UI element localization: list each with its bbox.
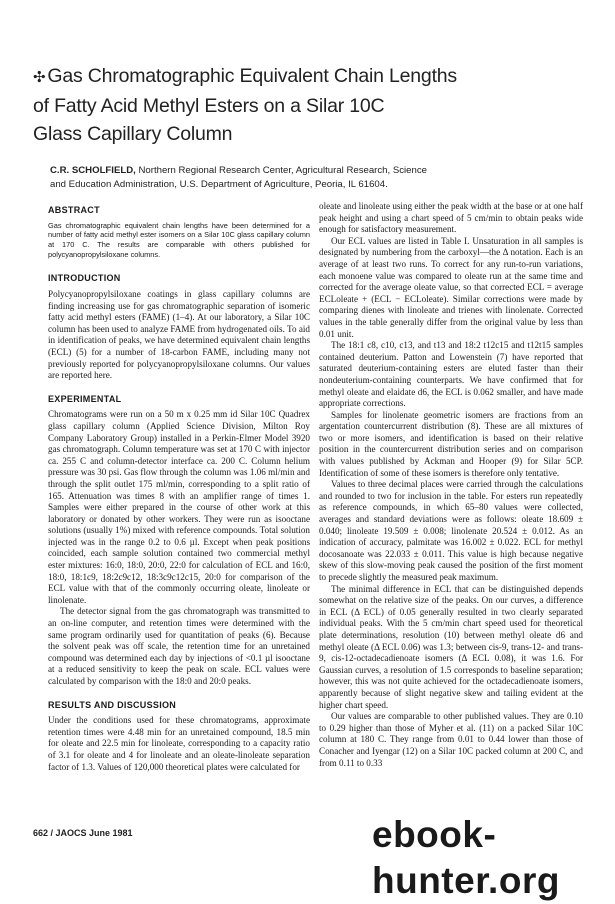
- results-paragraph-1: Under the conditions used for these chromatograms, approximate retention times were 4.48 min for an unretained compound, 18.5 min for oleate and 22.5 min for linoleate, corresponding to a capacity ratio of 3.1 for oleate and 4 for linoleate and an oleate-linoleate separation factor of 1.3. Values of 120,000 theoretical plates were calculated for: [48, 715, 310, 772]
- experimental-heading: EXPERIMENTAL: [48, 393, 122, 404]
- author-affiliation-2: and Education Administration, U.S. Department of Agriculture, Peoria, IL 61604.: [50, 179, 388, 190]
- experimental-paragraph-2: The detector signal from the gas chromatograph was transmitted to an on-line computer, and retention times were determined with the same program ordinarily used for quantitation of peaks (6). Because the solvent peak was off scale, the retention time for an unretained compound was determined each day by injections of <0.1 µl isooctane at a reduced sensitivity to keep the peak on scale. ECL values were calculated by comparison with the 18:0 and 20:0 peaks.: [48, 606, 310, 686]
- introduction-paragraph: Polycyanopropylsiloxane coatings in glass capillary columns are finding increasing use for gas chromatographic separation of isomeric fatty acid methyl esters (FAME) (1–4). At our laboratory, a Silar 10C column has been used to analyze FAME from hydrogenated oils. To aid in identification of peaks, we have determined equivalent chain lengths (ECL) (5) for a number of 18-carbon FAME, including many not previously reported for polycyanopropylsiloxane columns. Our values are reported here.: [48, 289, 310, 381]
- results-paragraph-7: Our values are comparable to other published values. They are 0.10 to 0.29 higher than those of Myher et al. (11) on a packed Silar 10C column at 180 C. They range from 0.01 to 0.44 lower than those of Conacher and Iyengar (12) on a Silar 10C packed column at 200 C, and from 0.11 to 0.33: [319, 711, 583, 768]
- page-footer: 662 / JAOCS June 1981: [33, 828, 133, 838]
- results-paragraph-6: The minimal difference in ECL that can be distinguished depends somewhat on the relative size of the peaks. On our curves, a difference in ECL (Δ ECL) of 0.05 generally resulted in two clearly separated individual peaks. With the 5 cm/min chart speed used for theoretical plate determinations, resolution (10) between methyl oleate d6 and methyl oleate (Δ ECL 0.06) was 1.3; between cis-9, trans-12- and trans-9, cis-12-octadecadienoate isomers (Δ ECL 0.08), it was 1.6. For Gaussian curves, a resolution of 1.5 corresponds to baseline separation; however, this was not quite achieved for the octadecadienoate isomers, apparently because of slight negative skew and tailing evident at the higher chart speed.: [319, 583, 583, 710]
- watermark-text: ebook-hunter.org: [372, 812, 612, 904]
- title-line-3: Glass Capillary Column: [33, 123, 233, 145]
- results-paragraph-4: Samples for linolenate geometric isomers are fractions from an argentation countercurrent distribution (8). These are all mixtures of two or more isomers, and identification is based on their relative position in the countercurrent distribution series and on comparison with values published by Ackman and Hooper (9) for Silar 5CP. Identification of some of these isomers is therefore only tentative.: [319, 409, 583, 478]
- title-line-2: of Fatty Acid Methyl Esters on a Silar 10C: [33, 95, 385, 117]
- introduction-heading: INTRODUCTION: [48, 273, 121, 284]
- author-block: [50, 164, 580, 192]
- experimental-paragraph-1: Chromatograms were run on a 50 m x 0.25 mm id Silar 10C Quadrex glass capillary column (Applied Science Division, Milton Roy Company Laboratory Group) installed in a Perkin-Elmer Model 3920 gas chromatograph. Column temperature was set at 170 C with injector ca. 255 C and column-detector interface ca. 200 C. Column helium pressure was 30 psi. Gas flow through the column was 1.06 ml/min and through the split outlet 175 ml/min, corresponding to a split ratio of 165. Attenuation was times 8 with an amplifier range of times 1. Samples were either prepared in the course of other work at this laboratory or donated by other workers. They were run as isooctane solutions (usually 1%) mixed with reference compounds. Total solution injected was in the range 0.2 to 0.6 µl. Except when peak positions coincided, each sample solution contained two commercial methyl ester mixtures: 16:0, 18:0, 20:0, 22:0 for calculation of ECL and 16:0, 18:0, 18:1c9, 18:2c9c12, 18:3c9c12c15, 20:0 for comparison of the ECL value with that of the commonly occurring oleate, linoleate or linolenate.: [48, 409, 310, 605]
- abstract-heading: ABSTRACT: [48, 205, 100, 215]
- results-paragraph-5: Values to three decimal places were carried through the calculations and rounded to two for inclusion in the table. For esters run repeatedly as reference compounds, in which 65–80 values were collected, averages and standard deviations were as follows: oleate 18.609 ± 0.040; linoleate 19.509 ± 0.008; linolenate 20.524 ± 0.012. As an indication of accuracy, palmitate was 16.002 ± 0.022. ECL for methyl docosanoate was 22.033 ± 0.011. This value is high because negative skew of this slow-moving peak caused the position of the first moment to precede slightly the measured peak maximum.: [319, 479, 583, 582]
- author-affiliation-1: Northern Regional Research Center, Agricultural Research, Science: [138, 165, 427, 176]
- results-paragraph-3: The 18:1 c8, c10, c13, and t13 and 18:2 t12c15 and t12t15 samples contained deuterium. Patton and Lowenstein (7) have reported that saturated deuterium-containing esters are eluted faster than their nondeuterium-containing counterparts. We have confirmed that for methyl oleate and elaidate d6, the ECL is 0.062 smaller, and have made appropriate corrections.: [319, 340, 583, 409]
- left-column: [48, 205, 310, 773]
- author-name: C.R. SCHOLFIELD,: [50, 165, 136, 176]
- right-column: [319, 201, 583, 769]
- article-title: [33, 62, 593, 148]
- results-paragraph-1-continued: oleate and linoleate using either the peak width at the base or at one half peak height and using a chart speed of 5 cm/min to obtain peaks wide enough for satisfactory measurement.: [319, 201, 583, 235]
- title-line-1: Gas Chromatographic Equivalent Chain Lengths: [47, 65, 457, 87]
- title-mark-icon: ✣: [33, 69, 46, 86]
- abstract-text: Gas chromatographic equivalent chain lengths have been determined for a number of fatty acid methyl ester isomers on a Silar 10C glass capillary column at 170 C. The results are comparable with others published for polycyanopropylsiloxane columns.: [48, 220, 310, 259]
- results-paragraph-2: Our ECL values are listed in Table I. Unsaturation in all samples is designated by numbering from the carboxyl—the Δ notation. Each is an average of at least two runs. To correct for any run-to-run variations, each monoene value was compared to oleate run at the same time and corrected for the average oleate value, so that corrected ECL = average ECLoleate + (ECL − ECLoleate). Similar corrections were made by comparing dienes with linoleate and trienes with linolenate. Corrected values in the table generally differ from the original value by less than 0.01 unit.: [319, 235, 583, 339]
- results-heading: RESULTS AND DISCUSSION: [48, 699, 177, 710]
